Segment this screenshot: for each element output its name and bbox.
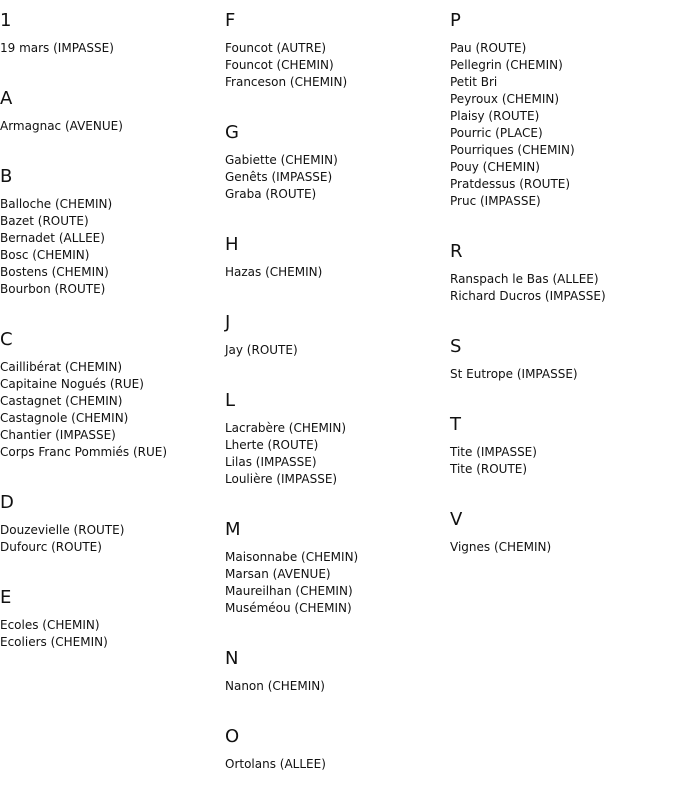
street-link[interactable]: Bernadet (ALLEE) — [0, 231, 105, 245]
letter-heading: T — [450, 414, 461, 435]
street-link[interactable]: Bazet (ROUTE) — [0, 214, 89, 228]
street-link[interactable]: Lilas (IMPASSE) — [225, 455, 317, 469]
letter-group — [0, 587, 225, 672]
letter-heading: A — [0, 88, 13, 109]
letter-group — [225, 648, 450, 716]
letter-heading: D — [0, 492, 14, 513]
street-link[interactable]: Bostens (CHEMIN) — [0, 265, 109, 279]
street-link[interactable]: Richard Ducros (IMPASSE) — [450, 289, 606, 303]
street-link[interactable]: Franceson (CHEMIN) — [225, 75, 348, 89]
street-link[interactable]: Bosc (CHEMIN) — [0, 248, 90, 262]
street-list — [0, 522, 225, 556]
letter-heading: G — [225, 122, 239, 143]
street-link[interactable]: Ortolans (ALLEE) — [225, 757, 326, 771]
street-link[interactable]: Loulière (IMPASSE) — [225, 472, 338, 486]
street-list — [0, 196, 225, 298]
street-link[interactable]: Tite (ROUTE) — [450, 462, 528, 476]
street-list — [225, 264, 450, 281]
street-link[interactable]: Peyroux (CHEMIN) — [450, 92, 560, 106]
street-link[interactable]: Lacrabère (CHEMIN) — [225, 421, 347, 435]
street-link[interactable]: 19 mars (IMPASSE) — [0, 41, 114, 55]
letter-heading: F — [225, 10, 236, 31]
street-index-column-3 — [450, 0, 675, 577]
letter-group — [225, 519, 450, 638]
street-list — [450, 366, 675, 383]
street-link[interactable]: Bourbon (ROUTE) — [0, 282, 106, 296]
street-list — [450, 444, 675, 478]
street-list — [225, 152, 450, 203]
street-link[interactable]: Vignes (CHEMIN) — [450, 540, 552, 554]
street-index-column-2 — [225, 0, 450, 794]
street-link[interactable]: Pau (ROUTE) — [450, 41, 527, 55]
street-link[interactable]: Pellegrin (CHEMIN) — [450, 58, 563, 72]
letter-heading: C — [0, 329, 13, 350]
street-link[interactable]: Jay (ROUTE) — [225, 343, 298, 357]
street-link[interactable]: Pourric (PLACE) — [450, 126, 543, 140]
street-link[interactable]: Pouy (CHEMIN) — [450, 160, 540, 174]
street-link[interactable]: Tite (IMPASSE) — [450, 445, 537, 459]
street-list — [225, 678, 450, 695]
street-link[interactable]: Marsan (AVENUE) — [225, 567, 331, 581]
letter-group — [450, 10, 675, 231]
letter-heading: H — [225, 234, 239, 255]
street-list — [0, 118, 225, 135]
letter-heading: P — [450, 10, 461, 31]
letter-heading: V — [450, 509, 463, 530]
street-link[interactable]: Ecoles (CHEMIN) — [0, 618, 100, 632]
letter-group — [0, 329, 225, 482]
street-link[interactable]: Graba (ROUTE) — [225, 187, 317, 201]
street-link[interactable]: Caillibérat (CHEMIN) — [0, 360, 123, 374]
street-list — [450, 271, 675, 305]
street-link[interactable]: Corps Franc Pommiés (RUE) — [0, 445, 168, 459]
street-link[interactable]: Petit Bri — [450, 75, 498, 89]
letter-heading: R — [450, 241, 463, 262]
letter-heading: O — [225, 726, 240, 747]
street-link[interactable]: Balloche (CHEMIN) — [0, 197, 113, 211]
letter-group — [450, 241, 675, 326]
letter-heading: B — [0, 166, 13, 187]
street-link[interactable]: Nanon (CHEMIN) — [225, 679, 325, 693]
letter-group — [0, 166, 225, 319]
letter-group — [0, 492, 225, 577]
street-link[interactable]: Armagnac (AVENUE) — [0, 119, 123, 133]
street-list — [0, 40, 225, 57]
street-link[interactable]: Douzevielle (ROUTE) — [0, 523, 125, 537]
letter-heading: 1 — [0, 10, 12, 31]
street-link[interactable]: St Eutrope (IMPASSE) — [450, 367, 578, 381]
street-link[interactable]: Chantier (IMPASSE) — [0, 428, 116, 442]
street-link[interactable]: Muséméou (CHEMIN) — [225, 601, 352, 615]
street-link[interactable]: Pourriques (CHEMIN) — [450, 143, 575, 157]
street-link[interactable]: Plaisy (ROUTE) — [450, 109, 540, 123]
letter-group — [225, 390, 450, 509]
letter-group — [225, 234, 450, 302]
letter-heading: L — [225, 390, 236, 411]
street-link[interactable]: Maisonnabe (CHEMIN) — [225, 550, 359, 564]
street-link[interactable]: Capitaine Nogués (RUE) — [0, 377, 144, 391]
street-list — [225, 40, 450, 91]
street-link[interactable]: Maureilhan (CHEMIN) — [225, 584, 353, 598]
street-list — [450, 40, 675, 210]
letter-heading: E — [0, 587, 12, 608]
street-list — [225, 420, 450, 488]
letter-heading: J — [225, 312, 231, 333]
street-list — [225, 549, 450, 617]
letter-group — [225, 10, 450, 112]
street-link[interactable]: Castagnet (CHEMIN) — [0, 394, 123, 408]
street-link[interactable]: Dufourc (ROUTE) — [0, 540, 102, 554]
letter-group — [450, 414, 675, 499]
street-list — [0, 359, 225, 461]
letter-group — [0, 10, 225, 78]
street-list — [225, 342, 450, 359]
street-list — [0, 617, 225, 651]
street-link[interactable]: Lherte (ROUTE) — [225, 438, 319, 452]
letter-group — [225, 726, 450, 794]
letter-heading: S — [450, 336, 462, 357]
street-link[interactable]: Founcot (AUTRE) — [225, 41, 327, 55]
street-link[interactable]: Castagnole (CHEMIN) — [0, 411, 129, 425]
letter-group — [450, 336, 675, 404]
street-link[interactable]: Pratdessus (ROUTE) — [450, 177, 571, 191]
street-list — [450, 539, 675, 556]
street-list — [225, 756, 450, 773]
street-link[interactable]: Founcot (CHEMIN) — [225, 58, 334, 72]
letter-heading: M — [225, 519, 241, 540]
letter-group — [225, 122, 450, 224]
street-link[interactable]: Hazas (CHEMIN) — [225, 265, 323, 279]
street-link[interactable]: Pruc (IMPASSE) — [450, 194, 541, 208]
street-link[interactable]: Ranspach le Bas (ALLEE) — [450, 272, 599, 286]
street-index-column-1 — [0, 0, 225, 672]
letter-heading: N — [225, 648, 239, 669]
street-link[interactable]: Genêts (IMPASSE) — [225, 170, 333, 184]
letter-group — [225, 312, 450, 380]
street-link[interactable]: Ecoliers (CHEMIN) — [0, 635, 108, 649]
letter-group — [450, 509, 675, 577]
letter-group — [0, 88, 225, 156]
street-link[interactable]: Gabiette (CHEMIN) — [225, 153, 338, 167]
